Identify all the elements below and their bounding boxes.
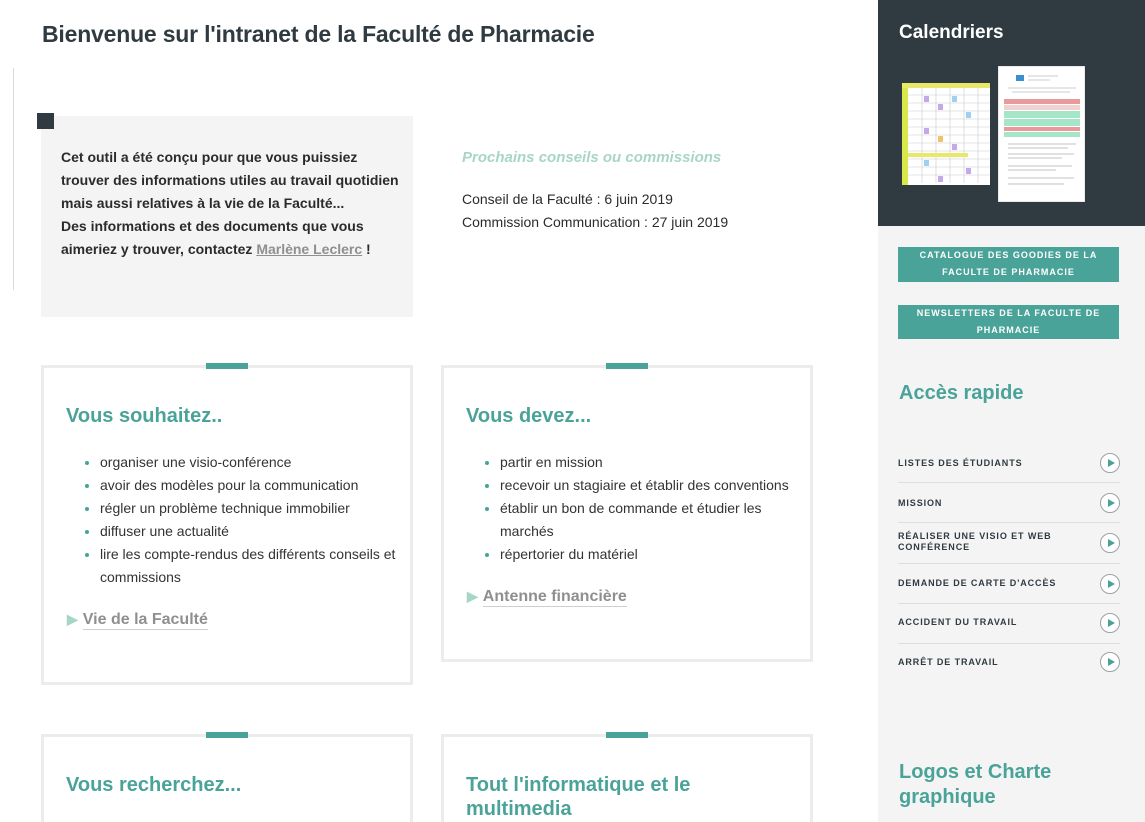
list-item[interactable]: partir en mission <box>500 451 790 474</box>
quick-link-student-lists[interactable] <box>898 443 1120 483</box>
card-title: Vous recherchez... <box>66 774 242 796</box>
card-link-label[interactable]: Antenne financière <box>482 588 627 605</box>
card-link[interactable] <box>67 611 208 629</box>
contact-link[interactable]: Marlène Leclerc <box>256 241 363 257</box>
list-item[interactable]: recevoir un stagiaire et établir des conventions <box>500 474 790 497</box>
circle-arrow-right-icon[interactable] <box>1100 453 1120 473</box>
card-informatique <box>441 734 813 822</box>
list-item[interactable]: lire les compte-rendus des différents conseils et commissions <box>100 543 400 589</box>
quick-link-visio-conference[interactable] <box>898 523 1120 564</box>
calendar-thumbnail-2[interactable] <box>998 66 1085 202</box>
card-vous-recherchez <box>41 734 413 822</box>
quick-link-label[interactable]: LISTES DES ÉTUDIANTS <box>898 458 1023 468</box>
quick-link-label[interactable]: RÉALISER UNE VISIO ET WEB CONFÉRENCE <box>898 531 1052 552</box>
card-title: Vous devez... <box>466 405 592 427</box>
newsletters-button[interactable]: NEWSLETTERS DE LA FACULTE DE PHARMACIE <box>898 305 1119 339</box>
circle-arrow-right-icon[interactable] <box>1100 533 1120 553</box>
list-item[interactable]: régler un problème technique immobilier <box>100 497 400 520</box>
quick-link-label[interactable]: ACCIDENT DU TRAVAIL <box>898 617 1018 627</box>
list-item[interactable]: établir un bon de commande et étudier les marchés <box>500 497 790 543</box>
card-list <box>100 451 400 589</box>
circle-arrow-right-icon[interactable] <box>1100 652 1120 672</box>
list-item[interactable]: organiser une visio-conférence <box>100 451 400 474</box>
circle-arrow-right-icon[interactable] <box>1100 613 1120 633</box>
list-item[interactable]: diffuser une actualité <box>100 520 400 543</box>
upcoming-title: Prochains conseils ou commissions <box>462 149 722 166</box>
intro-line-2: Des informations et des documents que vous aimeriez y trouver, contactez <box>61 218 364 257</box>
circle-arrow-right-icon[interactable] <box>1100 574 1120 594</box>
upcoming-item: Commission Communication : 27 juin 2019 <box>462 214 729 230</box>
divider <box>13 68 14 290</box>
card-tab-decoration <box>206 732 248 738</box>
page-title: Bienvenue sur l'intranet de la Faculté de Pharmacie <box>42 21 595 47</box>
quick-link-sick-leave[interactable] <box>898 643 1120 683</box>
goodies-catalog-button[interactable]: CATALOGUE DES GOODIES DE LA FACULTE DE PHARMACIE <box>898 247 1119 282</box>
card-link[interactable] <box>467 588 627 606</box>
card-title: Vous souhaitez.. <box>66 405 223 427</box>
logos-charter-title[interactable]: Logos et Charte graphique <box>899 761 1052 808</box>
intro-line-1: Cet outil a été conçu pour que vous puissiez trouver des informations utiles au travail quotidien mais aussi relatives à la vie de la Faculté... <box>61 149 399 211</box>
quick-link-access-card[interactable] <box>898 564 1120 604</box>
triangle-right-icon: ▶ <box>467 588 478 604</box>
calendars-panel <box>878 0 1145 226</box>
quick-link-label[interactable]: ARRÊT DE TRAVAIL <box>898 657 999 667</box>
intro-line-2-end: ! <box>362 241 371 257</box>
card-vous-devez <box>441 365 813 662</box>
card-title: Tout l'informatique et le multimedia <box>466 774 691 820</box>
card-link-label[interactable]: Vie de la Faculté <box>82 611 208 628</box>
card-vous-souhaitez <box>41 365 413 685</box>
card-tab-decoration <box>606 732 648 738</box>
calendars-title: Calendriers <box>899 22 1004 43</box>
sidebar <box>878 0 1145 822</box>
triangle-right-icon: ▶ <box>67 611 78 627</box>
quick-access-title: Accès rapide <box>899 382 1024 404</box>
upcoming-item: Conseil de la Faculté : 6 juin 2019 <box>462 191 673 207</box>
quick-link-mission[interactable] <box>898 483 1120 523</box>
quick-link-work-accident[interactable] <box>898 604 1120 644</box>
quick-link-label[interactable]: DEMANDE DE CARTE D'ACCÈS <box>898 578 1057 588</box>
quick-link-label[interactable]: MISSION <box>898 498 943 508</box>
card-tab-decoration <box>206 363 248 369</box>
list-item[interactable]: avoir des modèles pour la communication <box>100 474 400 497</box>
calendar-thumbnail-1[interactable] <box>902 83 990 185</box>
intro-text <box>61 146 401 261</box>
card-tab-decoration <box>606 363 648 369</box>
list-item[interactable]: répertorier du matériel <box>500 543 790 566</box>
circle-arrow-right-icon[interactable] <box>1100 493 1120 513</box>
card-list <box>500 451 790 566</box>
intro-square-decoration <box>37 113 54 129</box>
